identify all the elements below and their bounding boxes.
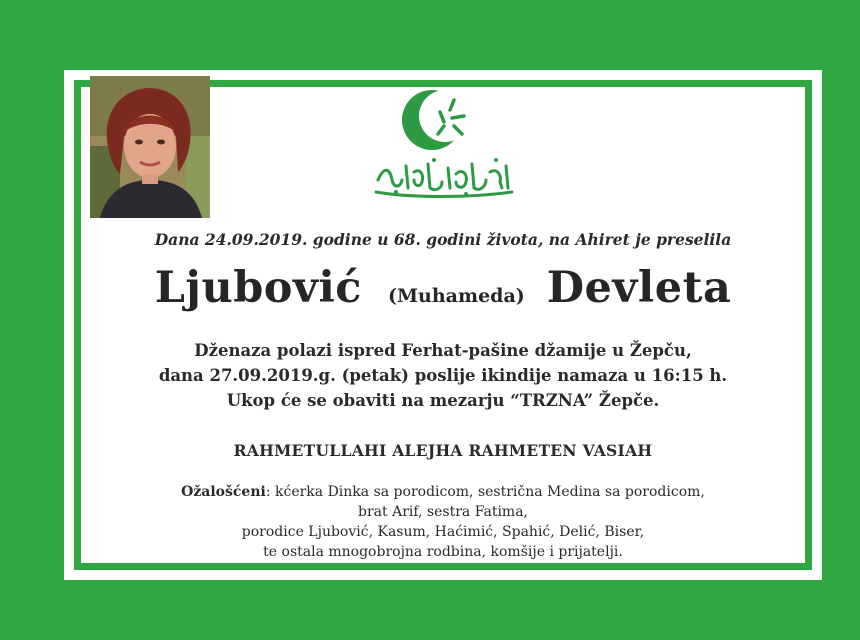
surname: Ljubović [154,263,362,313]
given-name: Devleta [546,263,732,313]
obituary-card [64,70,822,580]
deceased-photo [90,76,210,218]
mourners-line: porodice Ljubović, Kasum, Hаćimić, Spahić, Delić, Biser, [241,524,645,540]
funeral-line: Dženaza polazi ispred Ferhat-pašine džamije u Žepču, [194,341,692,360]
funeral-details [64,338,822,413]
death-date-line: Dana 24.09.2019. godine u 68. godini života, na Ahiret je preselila [154,230,732,249]
mourners-line [64,482,822,502]
deceased-name [64,263,822,313]
mourners-lead: Ožalošćeni [181,484,266,500]
father-name: (Muhameda) [388,285,525,307]
portrait-image [90,76,210,218]
mourners-line: brat Arif, sestra Fatima, [358,504,528,520]
prayer-line: RAHMETULLAHI ALEJHA RAHMETEN VASIAH [233,441,653,460]
mourners-text: : kćerka Dinka sa porodicom, sestrična Medina sa porodicom, [265,484,705,500]
funeral-line: Ukop će se obaviti na mezarju “TRZNA” Žepče. [226,391,660,410]
crescent-star-calligraphy-icon [370,88,520,203]
mourners-line: te ostala mnogobrojna rodbina, komšije i prijatelji. [263,544,623,560]
funeral-line: dana 27.09.2019.g. (petak) poslije ikindije namaza u 16:15 h. [158,366,728,385]
mourners-list [64,482,822,562]
